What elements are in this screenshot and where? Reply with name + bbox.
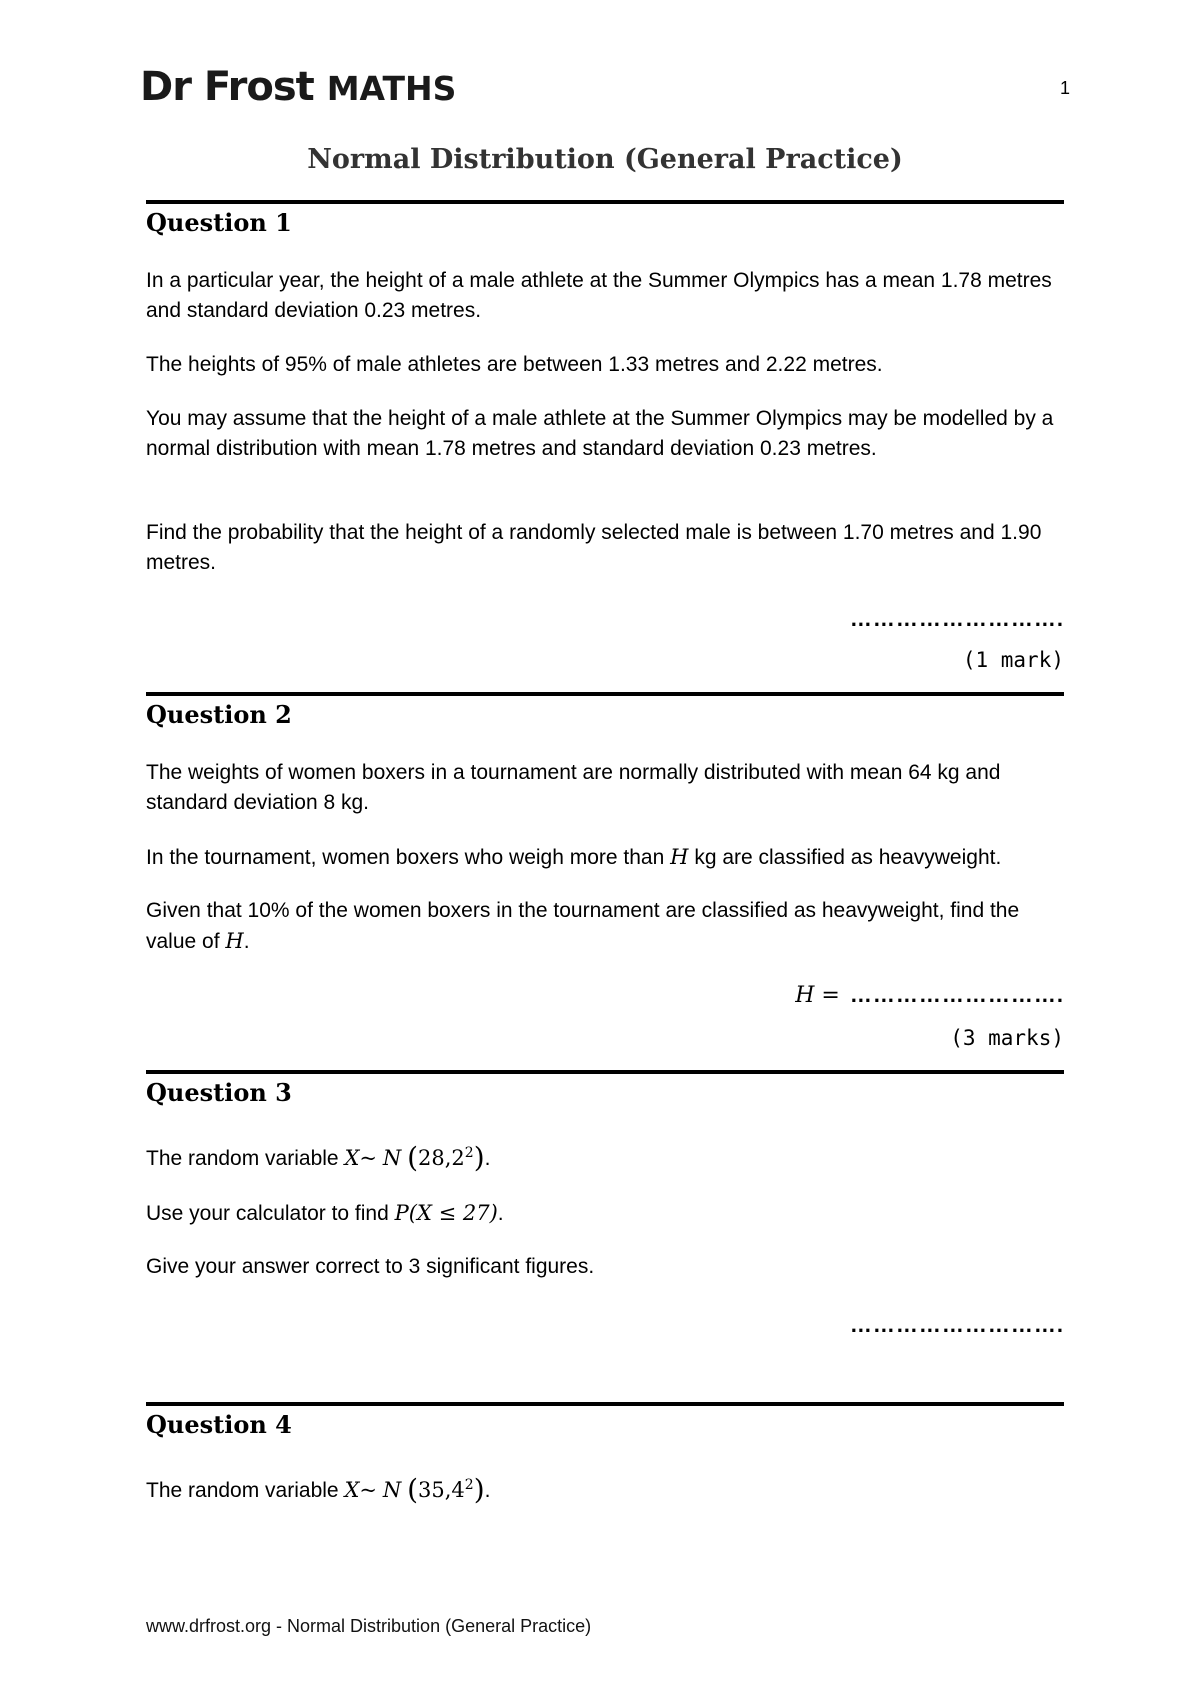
question-3-paragraph-1: [146, 1138, 1066, 1174]
question-3-paragraph-1-after: .: [484, 1147, 491, 1170]
question-3-paragraph-3: Give your answer correct to 3 significant figures.: [146, 1255, 595, 1278]
page-header: [140, 64, 1070, 114]
page-number: 1: [1059, 78, 1070, 98]
logo-sub-text: MATHS: [326, 69, 457, 108]
question-3-paragraph-2-after: .: [497, 1202, 504, 1225]
question-3-heading: Question 3: [146, 1078, 292, 1107]
distribution-params: 35,4: [418, 1478, 465, 1502]
variable-h: H: [225, 929, 244, 953]
open-paren: (: [407, 1141, 419, 1174]
question-1-heading: Question 1: [146, 208, 292, 237]
question-1-paragraph-4: Find the probability that the height of a randomly selected male is between 1.70 metres and 1.90 metres.: [146, 521, 1042, 574]
exponent: 2: [464, 1145, 474, 1161]
question-2-paragraph-2-before: In the tournament, women boxers who weigh more than: [146, 846, 665, 869]
question-2-paragraph-1: The weights of women boxers in a tournament are normally distributed with mean 64 kg and standard deviation 8 kg.: [146, 761, 1001, 814]
question-4-heading: Question 4: [146, 1410, 292, 1439]
question-4-divider: [146, 1402, 1064, 1406]
question-1-paragraph-2: The heights of 95% of male athletes are between 1.33 metres and 2.22 metres.: [146, 353, 883, 376]
question-1-divider: [146, 200, 1064, 204]
tilde-symbol: ~: [359, 1146, 378, 1170]
question-1-answer-line[interactable]: [850, 606, 1064, 632]
question-2-paragraph-2: [146, 842, 1066, 873]
document-title: Normal Distribution (General Practice): [307, 144, 903, 175]
question-2-marks: (3 marks): [950, 1026, 1064, 1050]
question-2-paragraph-3-after: .: [243, 930, 250, 953]
variable-x: X: [344, 1146, 360, 1170]
tilde-symbol: ~: [359, 1478, 378, 1502]
answer-dots: ……………………….: [849, 1312, 1064, 1337]
question-3-paragraph-1-before: The random variable: [146, 1147, 339, 1170]
dr-frost-logo: [140, 64, 456, 110]
close-paren: ): [473, 1473, 485, 1506]
variable-h: H: [670, 845, 689, 869]
question-1-marks: (1 mark): [962, 648, 1064, 672]
question-2-answer-line[interactable]: [795, 982, 1064, 1008]
question-2-paragraph-3-before: Given that 10% of the women boxers in the tournament are classified as heavyweight, find the value of: [146, 899, 1020, 953]
distribution-n: N: [382, 1146, 402, 1170]
answer-label-h: H =: [795, 983, 840, 1008]
question-4-paragraph-1-after: .: [484, 1479, 491, 1502]
close-paren: ): [473, 1141, 485, 1174]
variable-x: X: [344, 1478, 360, 1502]
question-4-paragraph-1: [146, 1470, 1066, 1506]
logo-main-text: Dr Frost: [140, 64, 314, 110]
exponent: 2: [464, 1477, 474, 1493]
question-1-paragraph-1: In a particular year, the height of a male athlete at the Summer Olympics has a mean 1.78 metres and standard deviation 0.23 metres.: [146, 269, 1052, 322]
question-4-paragraph-1-before: The random variable: [146, 1479, 339, 1502]
question-3-divider: [146, 1070, 1064, 1074]
probability-expression: P(X ≤ 27): [394, 1201, 498, 1225]
question-2-paragraph-2-after: kg are classified as heavyweight.: [694, 846, 1002, 869]
distribution-n: N: [382, 1478, 402, 1502]
question-3-answer-line[interactable]: [850, 1312, 1064, 1338]
distribution-params: 28,2: [418, 1146, 465, 1170]
question-2-paragraph-3: [146, 896, 1066, 957]
answer-dots: ……………………….: [849, 982, 1064, 1007]
page-footer: www.drfrost.org - Normal Distribution (General Practice): [146, 1616, 592, 1636]
answer-dots: ……………………….: [849, 606, 1064, 631]
open-paren: (: [407, 1473, 419, 1506]
question-2-heading: Question 2: [146, 700, 292, 729]
question-3-paragraph-2-before: Use your calculator to find: [146, 1202, 389, 1225]
question-1-paragraph-3: You may assume that the height of a male athlete at the Summer Olympics may be modelled by a normal distribution with mean 1.78 metres and standard deviation 0.23 metres.: [146, 407, 1054, 460]
question-3-paragraph-2: [146, 1198, 1066, 1229]
question-2-divider: [146, 692, 1064, 696]
